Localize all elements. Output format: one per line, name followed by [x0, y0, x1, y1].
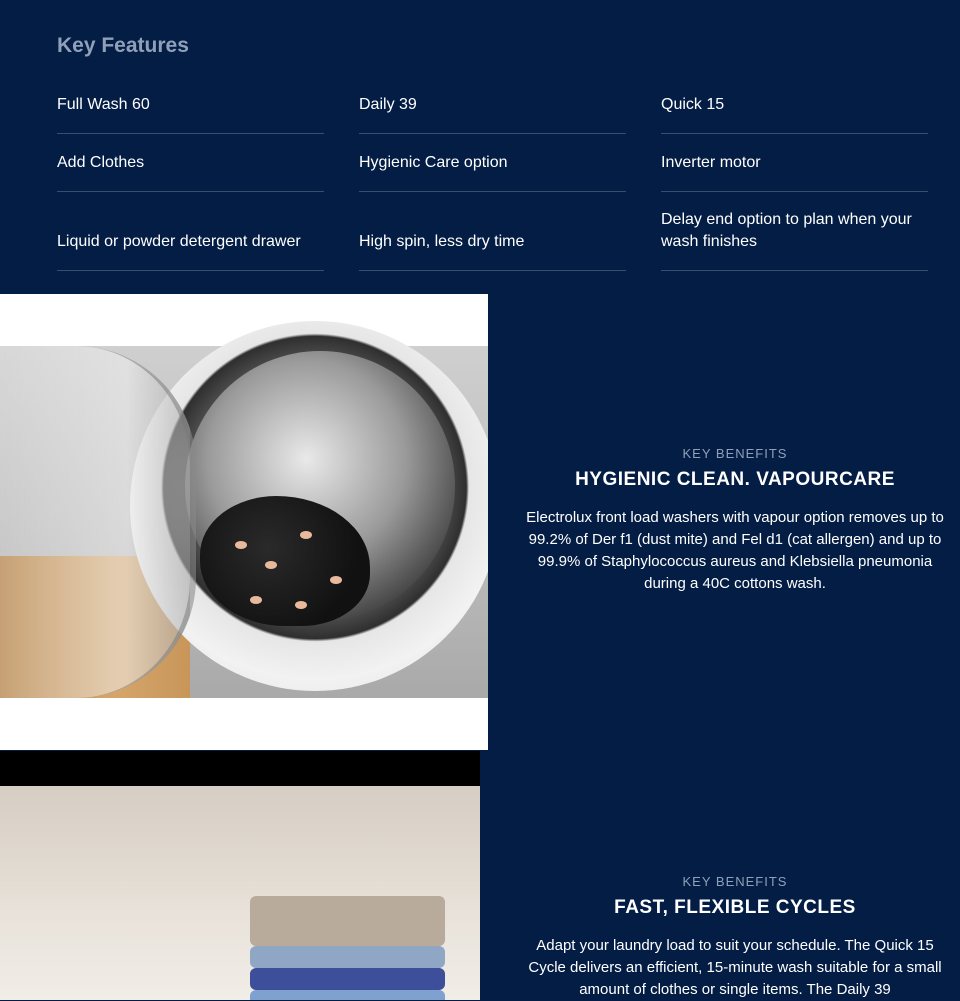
feature-item: Delay end option to plan when your wash finishes [661, 192, 928, 271]
benefit-vapourcare [520, 446, 950, 595]
benefit-eyebrow: KEY BENEFITS [682, 446, 788, 461]
feature-item: High spin, less dry time [359, 192, 626, 271]
feature-item: Quick 15 [661, 76, 928, 134]
feature-item: Hygienic Care option [359, 134, 626, 192]
feature-item: Daily 39 [359, 76, 626, 134]
vapourcare-washer-image [0, 294, 488, 750]
benefit-description: Adapt your laundry load to suit your schedule. The Quick 15 Cycle delivers an efficient, 15-minute wash suitable for a small amount of clothes or single items. The Daily 39 [528, 937, 942, 998]
feature-item: Full Wash 60 [57, 76, 324, 134]
feature-item: Liquid or powder detergent drawer [57, 192, 324, 271]
benefit-title: HYGIENIC CLEAN. VAPOURCARE [575, 469, 895, 490]
benefit-title: FAST, FLEXIBLE CYCLES [614, 897, 856, 918]
benefit-description: Electrolux front load washers with vapour option removes up to 99.2% of Der f1 (dust mite) and Fel d1 (cat allergen) and up to 99.9% of Staphylococcus aureus and Klebsiella pneumonia during a 40C cottons wash. [526, 509, 944, 592]
feature-item: Inverter motor [661, 134, 928, 192]
key-features-heading: Key Features [57, 34, 189, 57]
folded-clothes-image [0, 751, 480, 1000]
benefit-eyebrow: KEY BENEFITS [682, 874, 788, 889]
feature-item: Add Clothes [57, 134, 324, 192]
benefit-fast-cycles [520, 874, 950, 1001]
